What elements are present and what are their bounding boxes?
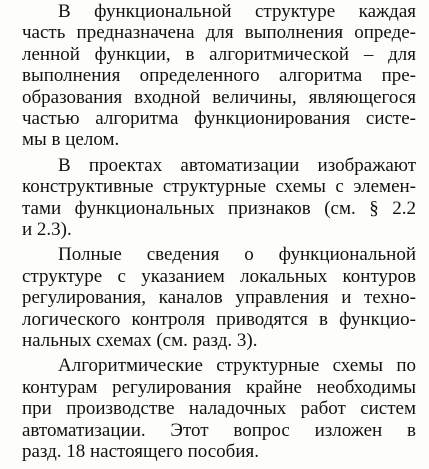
paragraph-1-line-5: образования входной величины, являющегося xyxy=(22,86,416,108)
paragraph-2-line-3: тами функциональных признаков (см. § 2.2 xyxy=(22,197,416,219)
paragraph-2-line-4: и 2.3). xyxy=(22,219,72,240)
paragraph-3-line-5: нальных схемах (см. разд. 3). xyxy=(22,330,258,351)
paragraph-3-line-4: логического контроля приводятся в функцио- xyxy=(22,308,416,330)
paragraph-1-line-7: мы в целом. xyxy=(22,129,120,151)
paragraph-1-line-4: выполнения определенного алгоритма пре- xyxy=(22,65,416,87)
paragraph-1-line-1: В функциональной структуре каждая xyxy=(58,1,416,22)
paragraph-1-line-3: ленной функции, в алгоритмической – для xyxy=(22,43,416,65)
paragraph-3-line-3: регулирования, каналов управления и техно- xyxy=(22,287,416,309)
paragraph-4-line-3: при производстве наладочных работ систем xyxy=(22,398,416,420)
paragraph-4-line-2: контурам регулирования крайне необходимы xyxy=(22,376,416,398)
paragraph-3-line-1: Полные сведения о функциональной xyxy=(58,244,416,266)
paragraph-1-line-6: частью алгоритма функционирования систе- xyxy=(22,108,416,129)
paragraph-3-line-2: структуре с указанием локальных контуров xyxy=(22,265,416,287)
paragraph-2-line-2: конструктивные структурные схемы с элемен- xyxy=(22,176,416,198)
paragraph-1-line-2: часть предназначена для выполнения опреде- xyxy=(22,22,416,44)
paragraph-4-line-5: разд. 18 настоящего пособия. xyxy=(22,441,260,462)
paragraph-2-line-1: В проектах автоматизации изображают xyxy=(58,154,416,176)
paragraph-4-line-4: автоматизации. Этот вопрос изложен в xyxy=(22,419,416,441)
paragraph-4-line-1: Алгоритмические структурные схемы по xyxy=(58,355,416,377)
